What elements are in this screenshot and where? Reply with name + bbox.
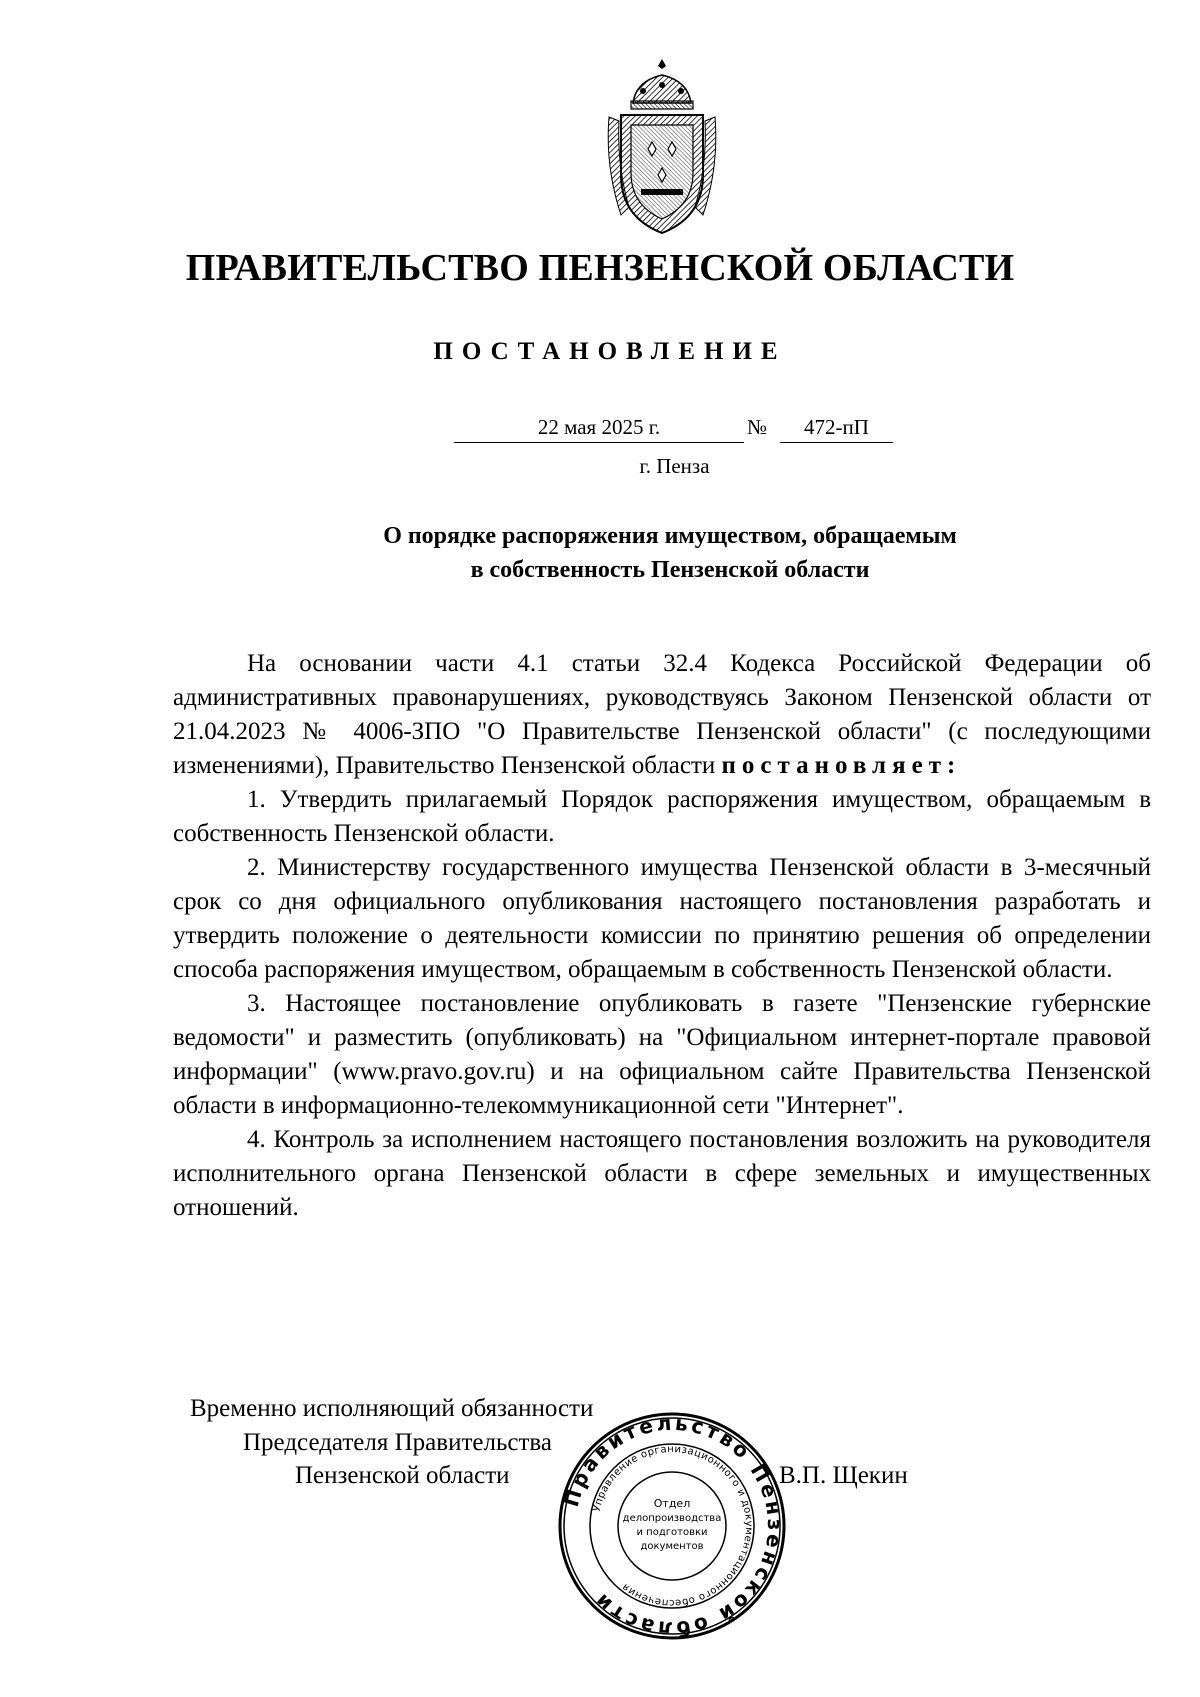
intro-paragraph [173,647,1151,783]
signer-name: В.П. Щекин [779,1462,908,1489]
document-subject [230,519,1110,587]
stamp-center-line-1: Отдел [653,1497,691,1510]
document-number: 472-пП [780,415,893,443]
coat-of-arms-emblem [603,57,721,235]
number-sign: № [747,415,768,439]
stamp-outer-text: Правительство Пензенской области [558,1410,788,1642]
document-subject-line-1: О порядке распоряжения имуществом, обращаемым [383,523,957,549]
item-2: 2. Министерству государственного имущества Пензенской области в 3-месячный срок со дня официального опубликования настоящего постановления разработать и утвердить положение о деятельности комиссии по принятию решения об определении способа распоряжения имуществом, обращаемым в собственность Пензенской области. [173,854,1151,983]
intro-text: На основании части 4.1 статьи 32.4 Кодекса Российской Федерации об административных правонарушениях, руководствуясь Законом Пензенской области от 21.04.2023 № 4006-ЗПО "О Правительстве Пензенской области" (с последующими изменениями), Правительство Пензенской области [173,650,1151,779]
official-stamp [556,1410,788,1642]
item-3: 3. Настоящее постановление опубликовать в газете "Пензенские губернские ведомости" и разместить (опубликовать) на "Официальном интернет-портале правовой информации" (www.pravo.gov.ru) и на официальном сайте Правительства Пензенской области в информационно-телекоммуникационной сети "Интернет". [173,990,1151,1119]
stamp-middle-text: Управление организационного и документационного обеспечения [591,1443,755,1609]
document-body [173,647,1151,1225]
resolve-word: постановляет: [721,752,962,779]
document-date: 22 мая 2025 г. [454,415,744,443]
document-subject-line-2: в собственность Пензенской области [470,557,870,583]
signer-position-line-3: Пензенской области [295,1462,510,1489]
stamp-center-line-2: делопроизводства [622,1513,722,1524]
item-1: 1. Утвердить прилагаемый Порядок распоряжения имуществом, обращаемым в собственность Пензенской области. [173,786,1151,847]
stamp-center-line-3: и подготовки [636,1527,708,1538]
stamp-center-line-4: документов [640,1541,704,1552]
signer-position-line-1: Временно исполняющий обязанности [190,1395,594,1422]
svg-text:Управление организационного и [591,1444,754,1608]
government-title: ПРАВИТЕЛЬСТВО ПЕНЗЕНСКОЙ ОБЛАСТИ [185,247,1015,289]
item-4: 4. Контроль за исполнением настоящего постановления возложить на руководителя исполнительного органа Пензенской области в сфере земельных и имущественных отношений. [173,1126,1151,1221]
document-city: г. Пенза [639,454,710,478]
document-type: ПОСТАНОВЛЕНИЕ [433,338,787,365]
signer-position-line-2: Председателя Правительства [243,1429,552,1456]
